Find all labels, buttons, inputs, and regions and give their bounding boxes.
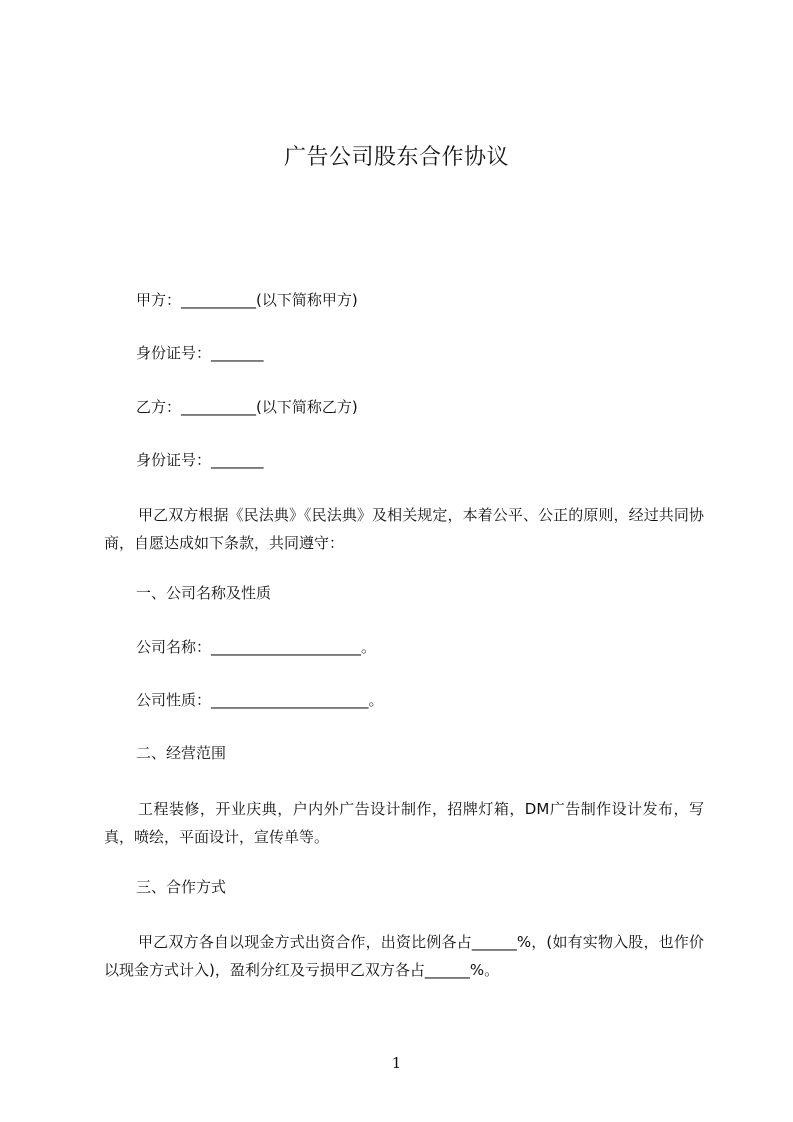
- page-number: 1: [391, 1054, 402, 1072]
- party-b-line: 乙方：__________(以下简称乙方): [136, 398, 358, 416]
- section-2-heading: 二、经营范围: [136, 744, 227, 762]
- cooperation-paragraph: 甲乙双方各自以现金方式出资合作，出资比例各占______%，(如有实物入股，也作价以现金方式计入)，盈利分红及亏损甲乙双方各占______%。: [104, 933, 704, 979]
- party-a-id-line: 身份证号：_______: [136, 344, 264, 362]
- party-a-line: 甲方：__________(以下简称甲方): [136, 291, 358, 309]
- document-title: 广告公司股东合作协议: [283, 145, 509, 170]
- intro-paragraph: 甲乙双方根据《民法典》《民法典》及相关规定，本着公平、公正的原则，经过共同协商，自愿达成如下条款，共同遵守：: [104, 506, 704, 552]
- company-name-line: 公司名称：____________________。: [136, 638, 377, 656]
- party-b-id-line: 身份证号：_______: [136, 451, 264, 469]
- section-3-heading: 三、合作方式: [136, 878, 227, 896]
- business-scope-paragraph: 工程装修，开业庆典，户内外广告设计制作，招牌灯箱，DM广告制作设计发布，写真，喷绘，平面设计，宣传单等。: [104, 800, 704, 846]
- company-nature-line: 公司性质：_____________________。: [136, 691, 384, 709]
- section-1-heading: 一、公司名称及性质: [136, 584, 272, 602]
